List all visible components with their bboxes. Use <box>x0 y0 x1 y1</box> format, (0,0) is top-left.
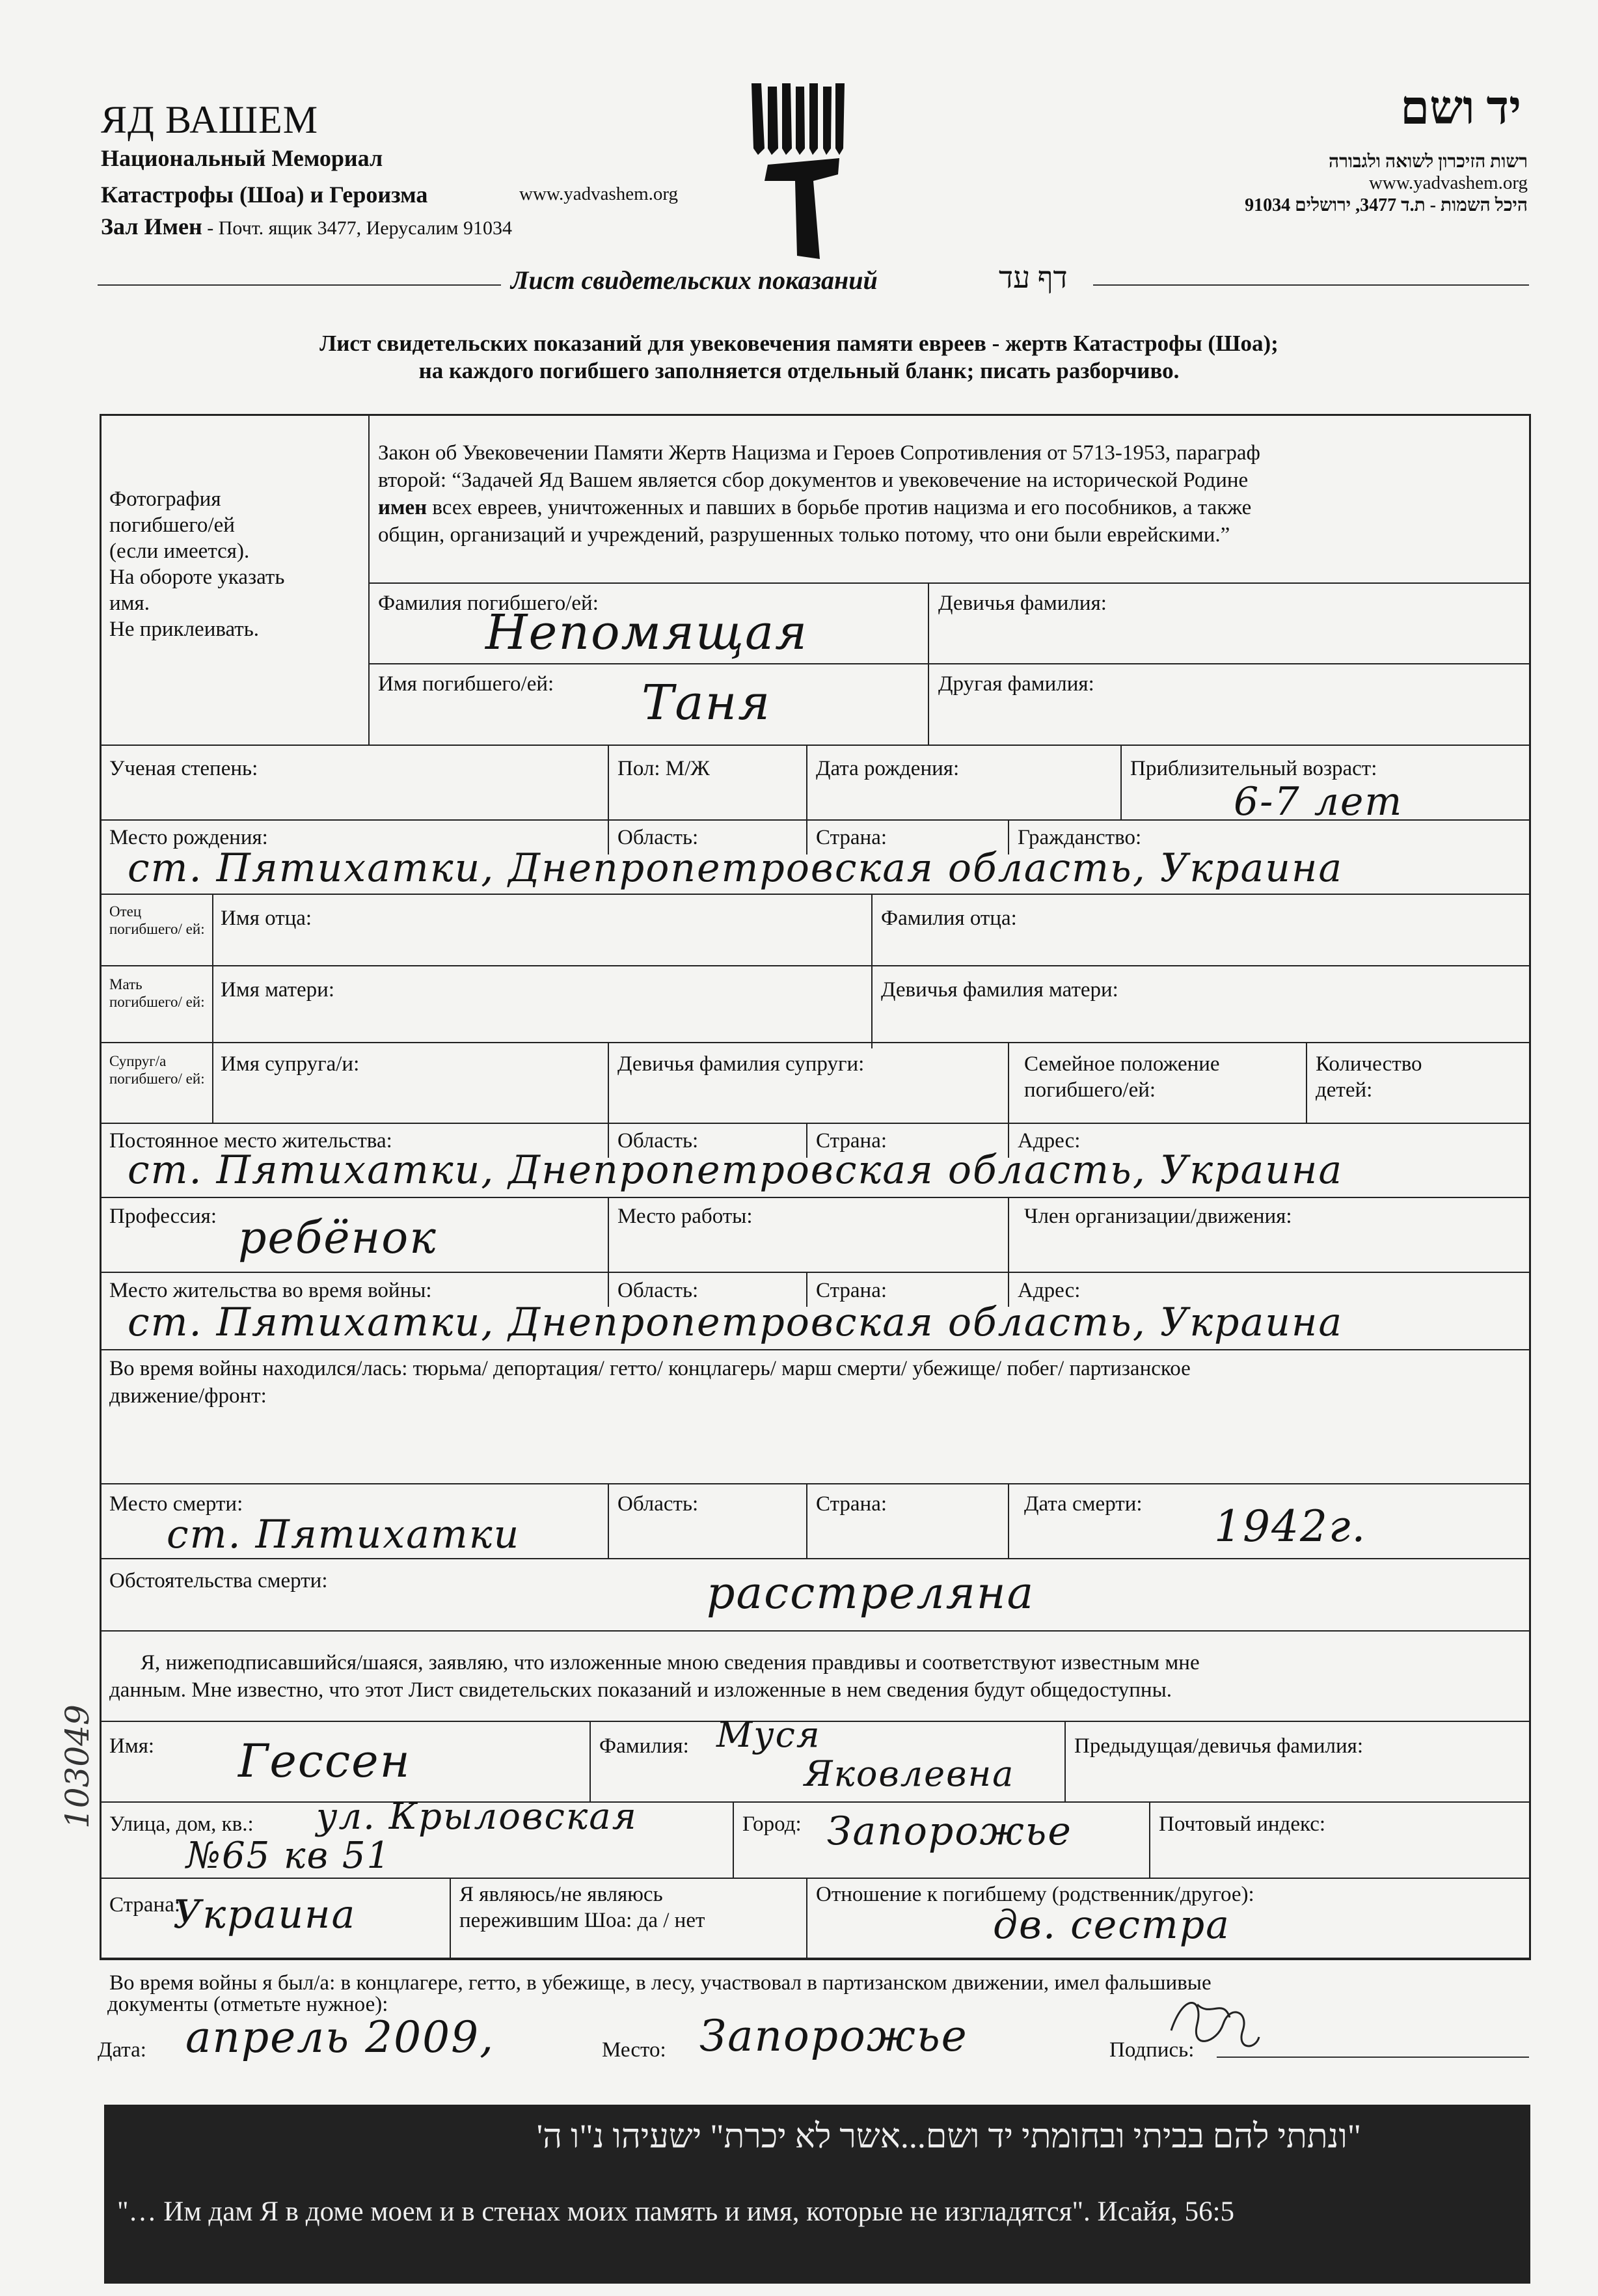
place-label: Место: <box>602 2038 666 2062</box>
org-line-3 <box>101 213 512 240</box>
website-left: www.yadvashem.org <box>519 184 679 204</box>
birthplace-label: Место рождения: <box>109 826 268 849</box>
prev-surname-label: Предыдущая/девичья фамилия: <box>1074 1734 1364 1758</box>
residence-value[interactable]: ст. Пятихатки, Днепропетровская область, Украина <box>128 1147 1344 1193</box>
intro-line-2: на каждого погибшего заполняется отдельный бланк; писать разборчиво. <box>418 358 1180 383</box>
testimony-form <box>100 414 1531 1995</box>
surname-label: Фамилия погибшего/ей: <box>378 592 599 615</box>
death-country-label: Страна: <box>816 1492 887 1516</box>
website-right: www.yadvashem.org <box>1368 172 1528 193</box>
mother-maiden-label: Девичья фамилия матери: <box>881 978 1118 1002</box>
street-value-1[interactable]: ул. Крыловская <box>316 1796 638 1838</box>
birth-country-label: Страна: <box>816 826 887 849</box>
declaration-2: данным. Мне известно, что этот Лист свидетельских показаний и изложенные в нем сведения будут общедоступны. <box>109 1678 1172 1702</box>
relation-label: Отношение к погибшему (родственник/другое): <box>816 1883 1254 1906</box>
war-self-1[interactable]: Во время войны я был/а: в концлагере, гетто, в убежище, в лесу, участвовал в партизанском движении, имел фальшивые <box>109 1971 1212 1995</box>
spouse-side-label: Супруг/а погибшего/ ей: <box>109 1053 205 1087</box>
other-surname-label: Другая фамилия: <box>938 672 1094 696</box>
mother-name-label: Имя матери: <box>221 978 334 1002</box>
marital-label-2: погибшего/ей: <box>1024 1078 1156 1102</box>
postal-address-ru: - Почт. ящик 3477, Иерусалим 91034 <box>202 217 512 239</box>
children-label-2: детей: <box>1316 1078 1373 1102</box>
children-label-1: Количество <box>1316 1052 1422 1076</box>
residence-label: Постоянное место жительства: <box>109 1129 392 1153</box>
city-label: Город: <box>742 1812 802 1836</box>
father-side-label: Отец погибшего/ ей: <box>109 903 205 937</box>
death-place-label: Место смерти: <box>109 1492 243 1516</box>
signature-label: Подпись: <box>1109 2038 1195 2062</box>
menorah-logo-icon <box>748 83 846 259</box>
during-war-1: Во время войны находился/лась: тюрьма/ депортация/ гетто/ концлагерь/ марш смерти/ убежище/ побег/ партизанское <box>109 1357 1191 1380</box>
witness-country-label: Страна: <box>109 1893 181 1917</box>
during-war-2: движение/фронт: <box>109 1384 267 1408</box>
birthplace-value[interactable]: ст. Пятихатки, Днепропетровская область, Украина <box>128 845 1344 891</box>
photo-note-1: Фотография <box>109 487 221 511</box>
death-date-value[interactable]: 1942г. <box>1214 1501 1367 1551</box>
street-value-2[interactable]: №65 кв 51 <box>186 1835 392 1877</box>
law-text-3-rest: всех евреев, уничтоженных и павших в борьбе против нацизма и его пособников, а также <box>427 496 1252 519</box>
sheet-title-he: דף עד <box>999 261 1068 294</box>
photo-note-4: На обороте указать <box>109 566 285 589</box>
witness-country-value[interactable]: Украина <box>173 1892 357 1937</box>
law-text-names: имен <box>378 496 427 519</box>
footer-quote-ru: "… Им дам Я в доме моем и в стенах моих память и имя, которые не изгладятся". Исайя, 56:5 <box>117 2196 1235 2227</box>
law-text-1: Закон об Увековечении Памяти Жертв Нацизма и Героев Сопротивления от 5713-1953, параграф <box>378 441 1260 465</box>
degree-label: Ученая степень: <box>109 757 258 780</box>
org-title-he: יד ושם <box>1400 82 1521 134</box>
death-place-value[interactable]: ст. Пятихатки <box>167 1512 521 1557</box>
relation-value[interactable]: дв. сестра <box>993 1902 1230 1948</box>
survivor-label-2[interactable]: пережившим Шоа: да / нет <box>459 1909 705 1932</box>
org-title-ru: ЯД ВАШЕМ <box>101 98 319 141</box>
surname-value[interactable]: Непомящая <box>485 605 809 661</box>
sheet-title-ru: Лист свидетельских показаний <box>511 266 878 295</box>
firstname-label: Имя погибшего/ей: <box>378 672 554 696</box>
date-label: Дата: <box>98 2038 146 2062</box>
member-label: Член организации/движения: <box>1024 1205 1292 1228</box>
citizenship-label: Гражданство: <box>1018 826 1142 849</box>
age-value[interactable]: 6-7 лет <box>1234 779 1403 825</box>
firstname-value[interactable]: Таня <box>642 675 772 731</box>
war-residence-label: Место жительства во время войны: <box>109 1279 432 1302</box>
signature-scribble-icon <box>1158 1985 1262 2063</box>
workplace-label: Место работы: <box>617 1205 753 1228</box>
declaration-1: Я, нижеподписавшийся/шаяся, заявляю, что изложенные мною сведения правдивы и соответствуют известным мне <box>141 1651 1200 1674</box>
photo-note-3: (если имеется). <box>109 540 250 563</box>
death-region-label: Область: <box>617 1492 699 1516</box>
org-line-1: Национальный Мемориал <box>101 145 383 171</box>
sex-label: Пол: М/Ж <box>617 757 710 780</box>
witness-name-label: Имя: <box>109 1734 155 1758</box>
city-value[interactable]: Запорожье <box>827 1809 1072 1854</box>
law-text-4: общин, организаций и учреждений, разрушенных только потому, что они были еврейскими.” <box>378 523 1230 547</box>
profession-value[interactable]: ребёнок <box>238 1212 437 1264</box>
war-residence-value[interactable]: ст. Пятихатки, Днепропетровская область, Украина <box>128 1300 1344 1345</box>
marital-label-1: Семейное положение <box>1024 1052 1220 1076</box>
age-label: Приблизительный возраст: <box>1130 757 1377 780</box>
footer-quote-he: "ונתתי להם בביתי ובחומתי יד ושם...אשר לא יכרת" ישעיהו נ"ו ה' <box>536 2118 1361 2155</box>
footer-quote-band <box>104 2105 1530 2284</box>
org-line-he-1: רשות הזיכרון לשואה ולגבורה <box>1328 152 1528 172</box>
org-line-2: Катастрофы (Шоа) и Героизма <box>101 182 428 208</box>
street-label: Улица, дом, кв.: <box>109 1812 254 1836</box>
place-value[interactable]: Запорожье <box>699 2011 968 2061</box>
death-date-label: Дата смерти: <box>1024 1492 1143 1516</box>
war-address-label: Адрес: <box>1018 1279 1081 1302</box>
witness-surname-label: Фамилия: <box>599 1734 689 1758</box>
father-name-label: Имя отца: <box>221 907 312 930</box>
dob-label: Дата рождения: <box>816 757 960 780</box>
circumstances-label: Обстоятельства смерти: <box>109 1569 328 1592</box>
intro-line-1: Лист свидетельских показаний для увековечения памяти евреев - жертв Катастрофы (Шоа); <box>319 331 1279 356</box>
postal-label: Почтовый индекс: <box>1159 1812 1326 1836</box>
war-self-2: документы (отметьте нужное): <box>107 1993 388 2016</box>
residence-country-label: Страна: <box>816 1129 887 1153</box>
photo-note-5: имя. <box>109 592 150 615</box>
law-text-2: второй: “Задачей Яд Вашем является сбор документов и увековечение на исторической Родине <box>378 469 1249 492</box>
hall-of-names: Зал Имен <box>101 213 202 239</box>
signature-line[interactable] <box>1217 2057 1529 2058</box>
war-region-label: Область: <box>617 1279 699 1302</box>
date-value[interactable]: апрель 2009, <box>185 2012 495 2062</box>
title-rule-left <box>98 284 501 286</box>
spouse-maiden-label: Девичья фамилия супруги: <box>617 1052 865 1076</box>
law-text-3 <box>378 494 1251 521</box>
mother-side-label: Мать погибшего/ ей: <box>109 976 205 1010</box>
postal-address-he: היכל השמות - ת.ד 3477, ירושלים 91034 <box>1245 195 1528 215</box>
birth-region-label: Область: <box>617 826 699 849</box>
survivor-label-1: Я являюсь/не являюсь <box>459 1883 663 1906</box>
witness-name-value[interactable]: Гессен <box>238 1734 411 1788</box>
title-rule-right <box>1093 284 1529 286</box>
photo-note-2: погибшего/ей <box>109 513 235 537</box>
stamp-number: 103049 <box>59 1704 96 1829</box>
witness-surname-value-2[interactable]: Яковлевна <box>804 1753 1015 1794</box>
father-surname-label: Фамилия отца: <box>881 907 1017 930</box>
spouse-name-label: Имя супруга/и: <box>221 1052 360 1076</box>
witness-surname-value-1[interactable]: Муся <box>716 1714 821 1755</box>
circumstances-value[interactable]: расстреляна <box>707 1568 1035 1619</box>
residence-address-label: Адрес: <box>1018 1129 1081 1153</box>
photo-note-6: Не приклеивать. <box>109 618 260 641</box>
maiden-label: Девичья фамилия: <box>938 592 1107 615</box>
residence-region-label: Область: <box>617 1129 699 1153</box>
profession-label: Профессия: <box>109 1205 217 1228</box>
war-country-label: Страна: <box>816 1279 887 1302</box>
